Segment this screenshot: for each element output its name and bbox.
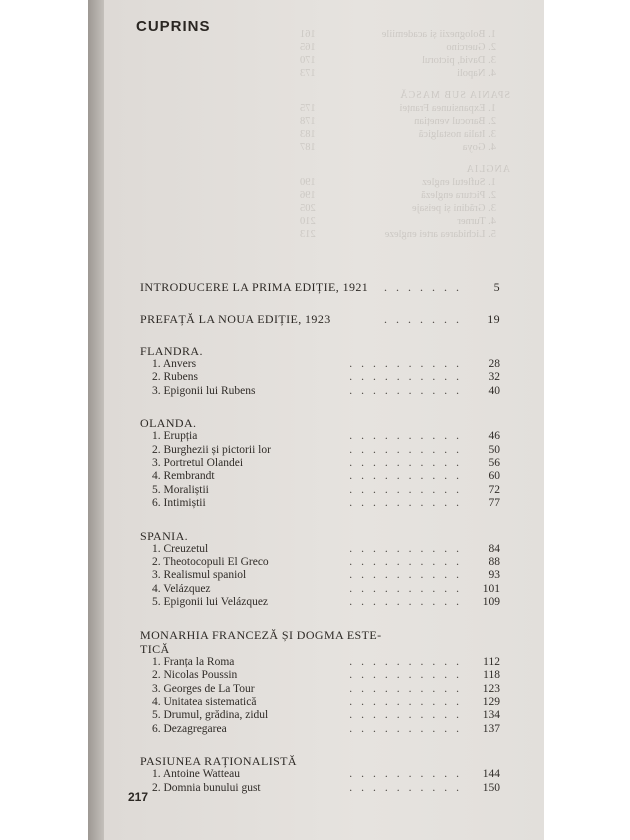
toc-entry-page: 109 bbox=[482, 596, 500, 609]
toc-entry: 1. Antoine Watteau .......... 144 bbox=[152, 768, 500, 781]
toc-entry-page: 77 bbox=[488, 497, 500, 510]
toc-entry-page: 50 bbox=[488, 443, 500, 456]
toc-entry-page: 137 bbox=[482, 722, 500, 735]
toc-section-title bbox=[140, 416, 500, 430]
toc-entry-label: 6. Intimiștii bbox=[152, 497, 206, 510]
toc-entry-page: 88 bbox=[488, 556, 500, 569]
show-through-line bbox=[300, 28, 510, 41]
show-through-line bbox=[300, 189, 510, 202]
toc-entry-page: 32 bbox=[488, 371, 500, 384]
toc-entry-page: 150 bbox=[482, 781, 500, 794]
show-through-label: 3. Italia nostalgică bbox=[418, 129, 496, 140]
show-through-line bbox=[300, 115, 510, 128]
toc-entry-label: 2. Nicolas Poussin bbox=[152, 669, 238, 682]
page-title: CUPRINS bbox=[136, 18, 211, 35]
show-through-line bbox=[300, 141, 510, 154]
toc-entry-label: 3. Georges de La Tour bbox=[152, 682, 255, 695]
toc-section bbox=[140, 312, 500, 326]
toc-entry-page: 28 bbox=[488, 358, 500, 370]
toc-entry-label: 5. Epigonii lui Velázquez bbox=[152, 596, 269, 609]
toc-entry-page: 101 bbox=[482, 582, 500, 595]
section-title-text: MONARHIA FRANCEZĂ ȘI DOGMA ESTE- bbox=[140, 627, 382, 642]
toc-entry-page: 144 bbox=[482, 768, 500, 781]
toc-entry: 2. Theotocopuli El Greco .......... 88 bbox=[152, 556, 500, 569]
show-through-label: 1. Expansiunea Franței bbox=[399, 103, 496, 114]
section-title-text: PASIUNEA RAȚIONALISTĂ bbox=[140, 754, 297, 769]
show-through-page: 175 bbox=[300, 103, 316, 114]
toc-entry: 2. Burghezii și pictorii lor .......... 50 bbox=[152, 443, 500, 456]
section-title-continuation: TICĂ bbox=[140, 641, 170, 656]
show-through-page: 190 bbox=[300, 177, 316, 188]
toc-entry: 3. Epigonii lui Rubens .......... 40 bbox=[152, 384, 500, 397]
show-through-page: 170 bbox=[300, 55, 316, 66]
show-through-page: 161 bbox=[300, 29, 316, 40]
toc-entry: 5. Epigonii lui Velázquez .......... 109 bbox=[152, 596, 500, 609]
toc-entry: 3. Realismul spaniol .......... 93 bbox=[152, 569, 500, 582]
toc-entry: 1. Erupția .......... 46 bbox=[152, 430, 500, 443]
show-through-page: 178 bbox=[300, 116, 316, 127]
show-through-label: 2. Barocul venețian bbox=[414, 116, 496, 127]
show-through-label: 2. Guercino bbox=[446, 42, 496, 53]
toc-entry-label: 2. Burghezii și pictorii lor bbox=[152, 443, 271, 456]
toc-entry-label: 1. Creuzetul bbox=[152, 542, 209, 555]
toc-entry-page: 112 bbox=[483, 655, 500, 668]
toc-entry-label: 4. Velázquez bbox=[152, 582, 211, 595]
show-through-label: 1. Bolognezii și academiile bbox=[381, 29, 496, 40]
toc-entry: 5. Drumul, grădina, zidul .......... 134 bbox=[152, 709, 500, 722]
table-of-contents bbox=[140, 262, 500, 795]
section-title-text: PREFAȚĂ LA NOUA EDIȚIE, 1923 bbox=[140, 312, 331, 326]
section-title-text: OLANDA. bbox=[140, 416, 197, 431]
section-title-text: FLANDRA. bbox=[140, 344, 203, 358]
toc-entry-page: 46 bbox=[488, 430, 500, 443]
section-title-text: SPANIA. bbox=[140, 528, 189, 543]
toc-entry-page: 129 bbox=[482, 695, 500, 708]
show-through-page: 173 bbox=[300, 68, 316, 79]
show-through-line bbox=[300, 128, 510, 141]
show-through-line bbox=[300, 41, 510, 54]
show-through-label: 5. Lichidarea artei engleze bbox=[384, 229, 496, 240]
toc-section-title: PREFAȚĂ LA NOUA EDIȚIE, 1923 ....... 19 bbox=[140, 312, 500, 326]
toc-entry-label: 1. Anvers bbox=[152, 358, 197, 370]
toc-entry-label: 1. Franța la Roma bbox=[152, 655, 235, 668]
show-through-label: 4. Turner bbox=[457, 216, 496, 227]
show-through-page: 213 bbox=[300, 229, 316, 240]
toc-entry-label: 3. Epigonii lui Rubens bbox=[152, 384, 256, 397]
show-through-page: 165 bbox=[300, 42, 316, 53]
toc-entry: 3. Georges de La Tour .......... 123 bbox=[152, 682, 500, 695]
show-through-page: 187 bbox=[300, 142, 316, 153]
toc-entry-page: 93 bbox=[488, 569, 500, 582]
toc-section bbox=[140, 628, 500, 736]
show-through-line bbox=[300, 67, 510, 80]
toc-entry-page: 40 bbox=[488, 384, 500, 397]
toc-entry: 6. Dezagregarea .......... 137 bbox=[152, 722, 500, 735]
toc-entry-label: 1. Erupția bbox=[152, 430, 198, 443]
page-number: 217 bbox=[128, 790, 149, 804]
toc-entry-label: 4. Unitatea sistematică bbox=[152, 695, 257, 708]
toc-section-title bbox=[140, 344, 500, 358]
toc-entry: 4. Rembrandt .......... 60 bbox=[152, 470, 500, 483]
toc-entry-page: 118 bbox=[483, 669, 500, 682]
toc-entry: 3. Portretul Olandei .......... 56 bbox=[152, 457, 500, 470]
toc-entry-page: 123 bbox=[482, 682, 500, 695]
toc-section-title bbox=[140, 628, 500, 656]
toc-entry: 5. Moraliștii .......... 72 bbox=[152, 483, 500, 496]
show-through-page: 210 bbox=[300, 216, 316, 227]
toc-entry-page: 72 bbox=[488, 483, 500, 496]
toc-entry: 2. Rubens .......... 32 bbox=[152, 371, 500, 384]
toc-section bbox=[140, 416, 500, 510]
toc-entry: 4. Unitatea sistematică .......... 129 bbox=[152, 695, 500, 708]
show-through-line bbox=[300, 102, 510, 115]
toc-entry-page: 60 bbox=[488, 470, 500, 483]
section-page-number: 19 bbox=[487, 312, 500, 326]
toc-entry: 1. Franța la Roma .......... 112 bbox=[152, 655, 500, 668]
toc-entry-label: 4. Rembrandt bbox=[152, 470, 215, 483]
show-through-heading: ANGLIA bbox=[465, 164, 510, 175]
show-through-line bbox=[300, 228, 510, 241]
toc-entry: 1. Anvers .......... 28 bbox=[152, 358, 500, 370]
toc-entry-label: 1. Antoine Watteau bbox=[152, 768, 240, 781]
toc-section bbox=[140, 344, 500, 398]
toc-entry-page: 134 bbox=[482, 709, 500, 722]
toc-entry: 1. Creuzetul .......... 84 bbox=[152, 542, 500, 555]
show-through-line bbox=[300, 215, 510, 228]
show-through-line bbox=[300, 202, 510, 215]
show-through-line bbox=[300, 54, 510, 67]
show-through-page: 205 bbox=[300, 203, 316, 214]
toc-entry: 4. Velázquez .......... 101 bbox=[152, 582, 500, 595]
show-through-label: 2. Pictura engleză bbox=[421, 190, 496, 201]
toc-entry-label: 5. Moraliștii bbox=[152, 483, 209, 496]
show-through-page: 196 bbox=[300, 190, 316, 201]
toc-entry-label: 3. Portretul Olandei bbox=[152, 457, 244, 470]
toc-section bbox=[140, 754, 500, 795]
toc-entry-label: 6. Dezagregarea bbox=[152, 722, 227, 735]
toc-entry-label: 3. Realismul spaniol bbox=[152, 569, 247, 582]
toc-section-title bbox=[140, 529, 500, 543]
toc-entry-label: 2. Domnia bunului gust bbox=[152, 781, 261, 794]
toc-entry-page: 56 bbox=[488, 457, 500, 470]
toc-entry-label: 2. Rubens bbox=[152, 371, 198, 384]
toc-section bbox=[140, 529, 500, 610]
show-through-label: 3. Grădini și peisaje bbox=[412, 203, 496, 214]
show-through-line bbox=[300, 176, 510, 189]
toc-section-title: INTRODUCERE LA PRIMA EDIȚIE, 1921 ....... 5 bbox=[140, 280, 500, 294]
toc-entry: 2. Nicolas Poussin .......... 118 bbox=[152, 669, 500, 682]
section-page-number: 5 bbox=[493, 280, 500, 294]
show-through-text bbox=[300, 28, 510, 241]
show-through-label: 1. Sufletul englez bbox=[422, 177, 496, 188]
book-spine-shadow bbox=[88, 0, 104, 840]
show-through-page: 183 bbox=[300, 129, 316, 140]
toc-section-title bbox=[140, 754, 500, 768]
toc-entry-label: 2. Theotocopuli El Greco bbox=[152, 556, 269, 569]
toc-entry: 2. Domnia bunului gust .......... 150 bbox=[152, 781, 500, 794]
show-through-label: 4. Napoli bbox=[456, 68, 496, 79]
toc-entry-label: 5. Drumul, grădina, zidul bbox=[152, 709, 269, 722]
section-title-text: INTRODUCERE LA PRIMA EDIȚIE, 1921 bbox=[140, 280, 369, 294]
toc-entry: 6. Intimiștii .......... 77 bbox=[152, 497, 500, 510]
show-through-label: 3. David, pictorul bbox=[421, 55, 496, 66]
show-through-heading: SPANIA SUB MASCĂ bbox=[399, 90, 510, 101]
show-through-label: 4. Goya bbox=[462, 142, 496, 153]
toc-section bbox=[140, 280, 500, 294]
toc-entry-page: 84 bbox=[488, 542, 500, 555]
